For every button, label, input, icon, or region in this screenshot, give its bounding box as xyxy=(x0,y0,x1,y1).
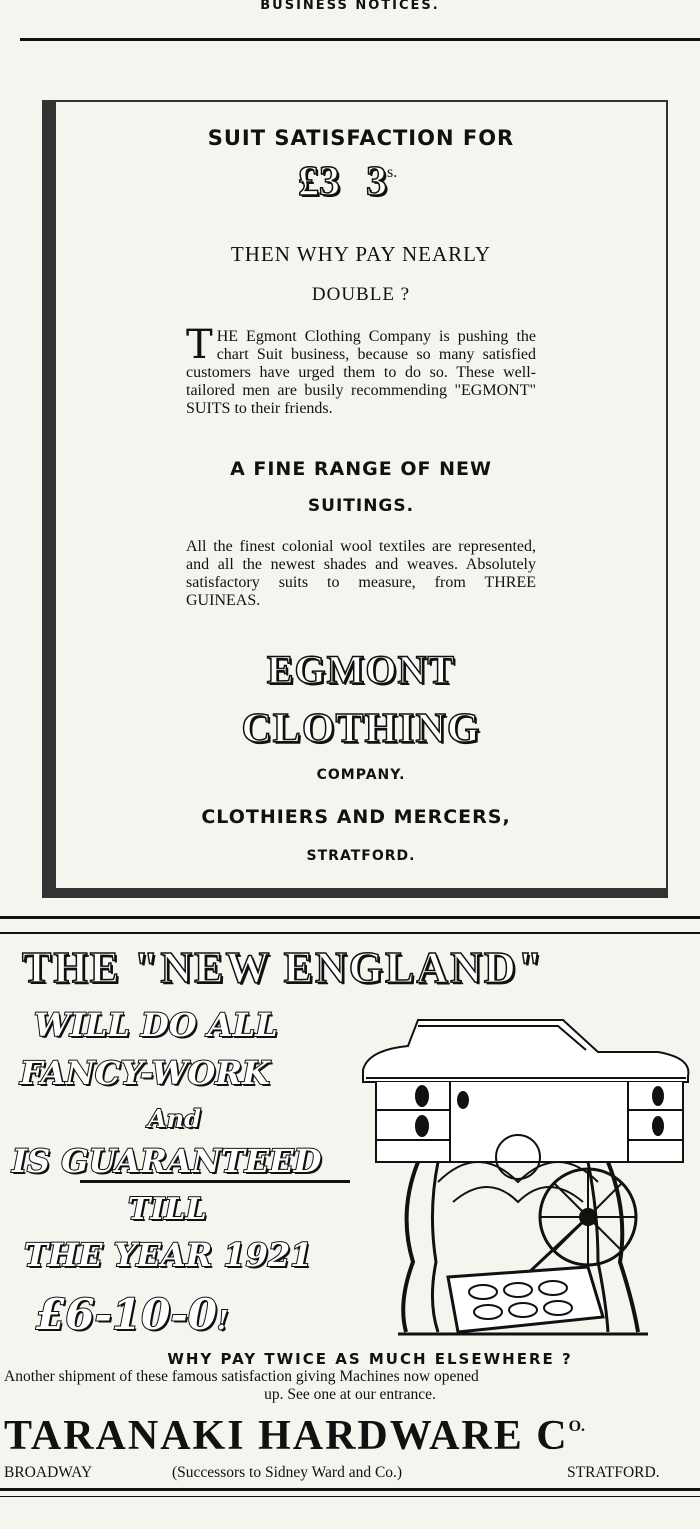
egmont-tagline: CLOTHIERS AND MERCERS, xyxy=(201,806,511,828)
shipment-line-1: Another shipment of these famous satisfaction giving Machines now opened xyxy=(4,1368,479,1385)
egmont-price-suffix: s. xyxy=(387,164,398,181)
footer-rule-top xyxy=(0,1488,700,1491)
why-pay-line: WHY PAY TWICE AS MUCH ELSEWHERE ? xyxy=(167,1350,573,1368)
hardware-price-mark: ! xyxy=(216,1306,229,1336)
section-rule-bottom xyxy=(0,932,700,934)
egmont-subhead-2: SUITINGS. xyxy=(307,496,415,516)
egmont-brand-2: CLOTHING xyxy=(241,706,481,752)
hardware-line-1: WILL DO ALL xyxy=(34,1006,278,1044)
egmont-question-2: DOUBLE ? xyxy=(311,284,411,305)
company-name-main: TARANAKI HARDWARE C xyxy=(4,1413,569,1459)
footer-left: BROADWAY xyxy=(4,1464,93,1481)
section-rule-top xyxy=(0,916,700,919)
page-header: BUSINESS NOTICES. xyxy=(260,0,440,13)
egmont-price-shillings: 3 xyxy=(366,159,387,205)
hardware-line-5: TILL xyxy=(128,1192,207,1227)
egmont-paragraph-2: All the finest colonial wool textiles are represented, and all the newest shades and weaves. Absolutely satisfactory suits to measure, from THREE GUINEAS. xyxy=(186,538,536,609)
hardware-line-4: IS GUARANTEED xyxy=(12,1142,322,1180)
egmont-paragraph-1 xyxy=(186,322,536,418)
hardware-line-6: THE YEAR 1921 xyxy=(24,1236,313,1274)
egmont-price-pounds: £3 xyxy=(298,159,340,205)
header-rule xyxy=(20,38,700,41)
hardware-headline: THE "NEW ENGLAND" xyxy=(22,943,545,992)
hardware-price xyxy=(36,1290,228,1339)
egmont-town: STRATFORD. xyxy=(306,848,416,864)
egmont-paragraph-1-text: HE Egmont Clothing Company is pushing the chart Suit business, because so many satisfied customers have urged them to do so. These well-tailored men are busily recommending "EGMONT" SUITS to their friends. xyxy=(186,328,536,417)
sewing-machine-illustration xyxy=(358,1012,693,1342)
footer-middle: (Successors to Sidney Ward and Co.) xyxy=(172,1464,403,1481)
footer-rule-bottom xyxy=(0,1496,700,1497)
egmont-question-1: THEN WHY PAY NEARLY xyxy=(230,242,492,266)
sewing-machine-icon xyxy=(363,1020,688,1334)
egmont-brand-1: EGMONT xyxy=(266,647,456,692)
footer-right: STRATFORD. xyxy=(567,1464,660,1481)
hardware-line-3: And xyxy=(148,1104,201,1133)
company-name xyxy=(4,1412,698,1460)
egmont-brand-3: COMPANY. xyxy=(316,767,406,783)
egmont-dropcap: T xyxy=(186,322,213,368)
company-name-suffix: O. xyxy=(568,1418,586,1435)
hardware-line-2: FANCY-WORK xyxy=(20,1054,270,1092)
egmont-price xyxy=(298,158,498,208)
shipment-line-2: up. See one at our entrance. xyxy=(264,1386,436,1403)
hardware-price-value: £6-10-0 xyxy=(36,1290,217,1339)
egmont-headline: SUIT SATISFACTION FOR xyxy=(207,126,515,150)
egmont-subhead-1: A FINE RANGE OF NEW xyxy=(230,458,492,480)
guaranteed-underline xyxy=(80,1180,350,1183)
